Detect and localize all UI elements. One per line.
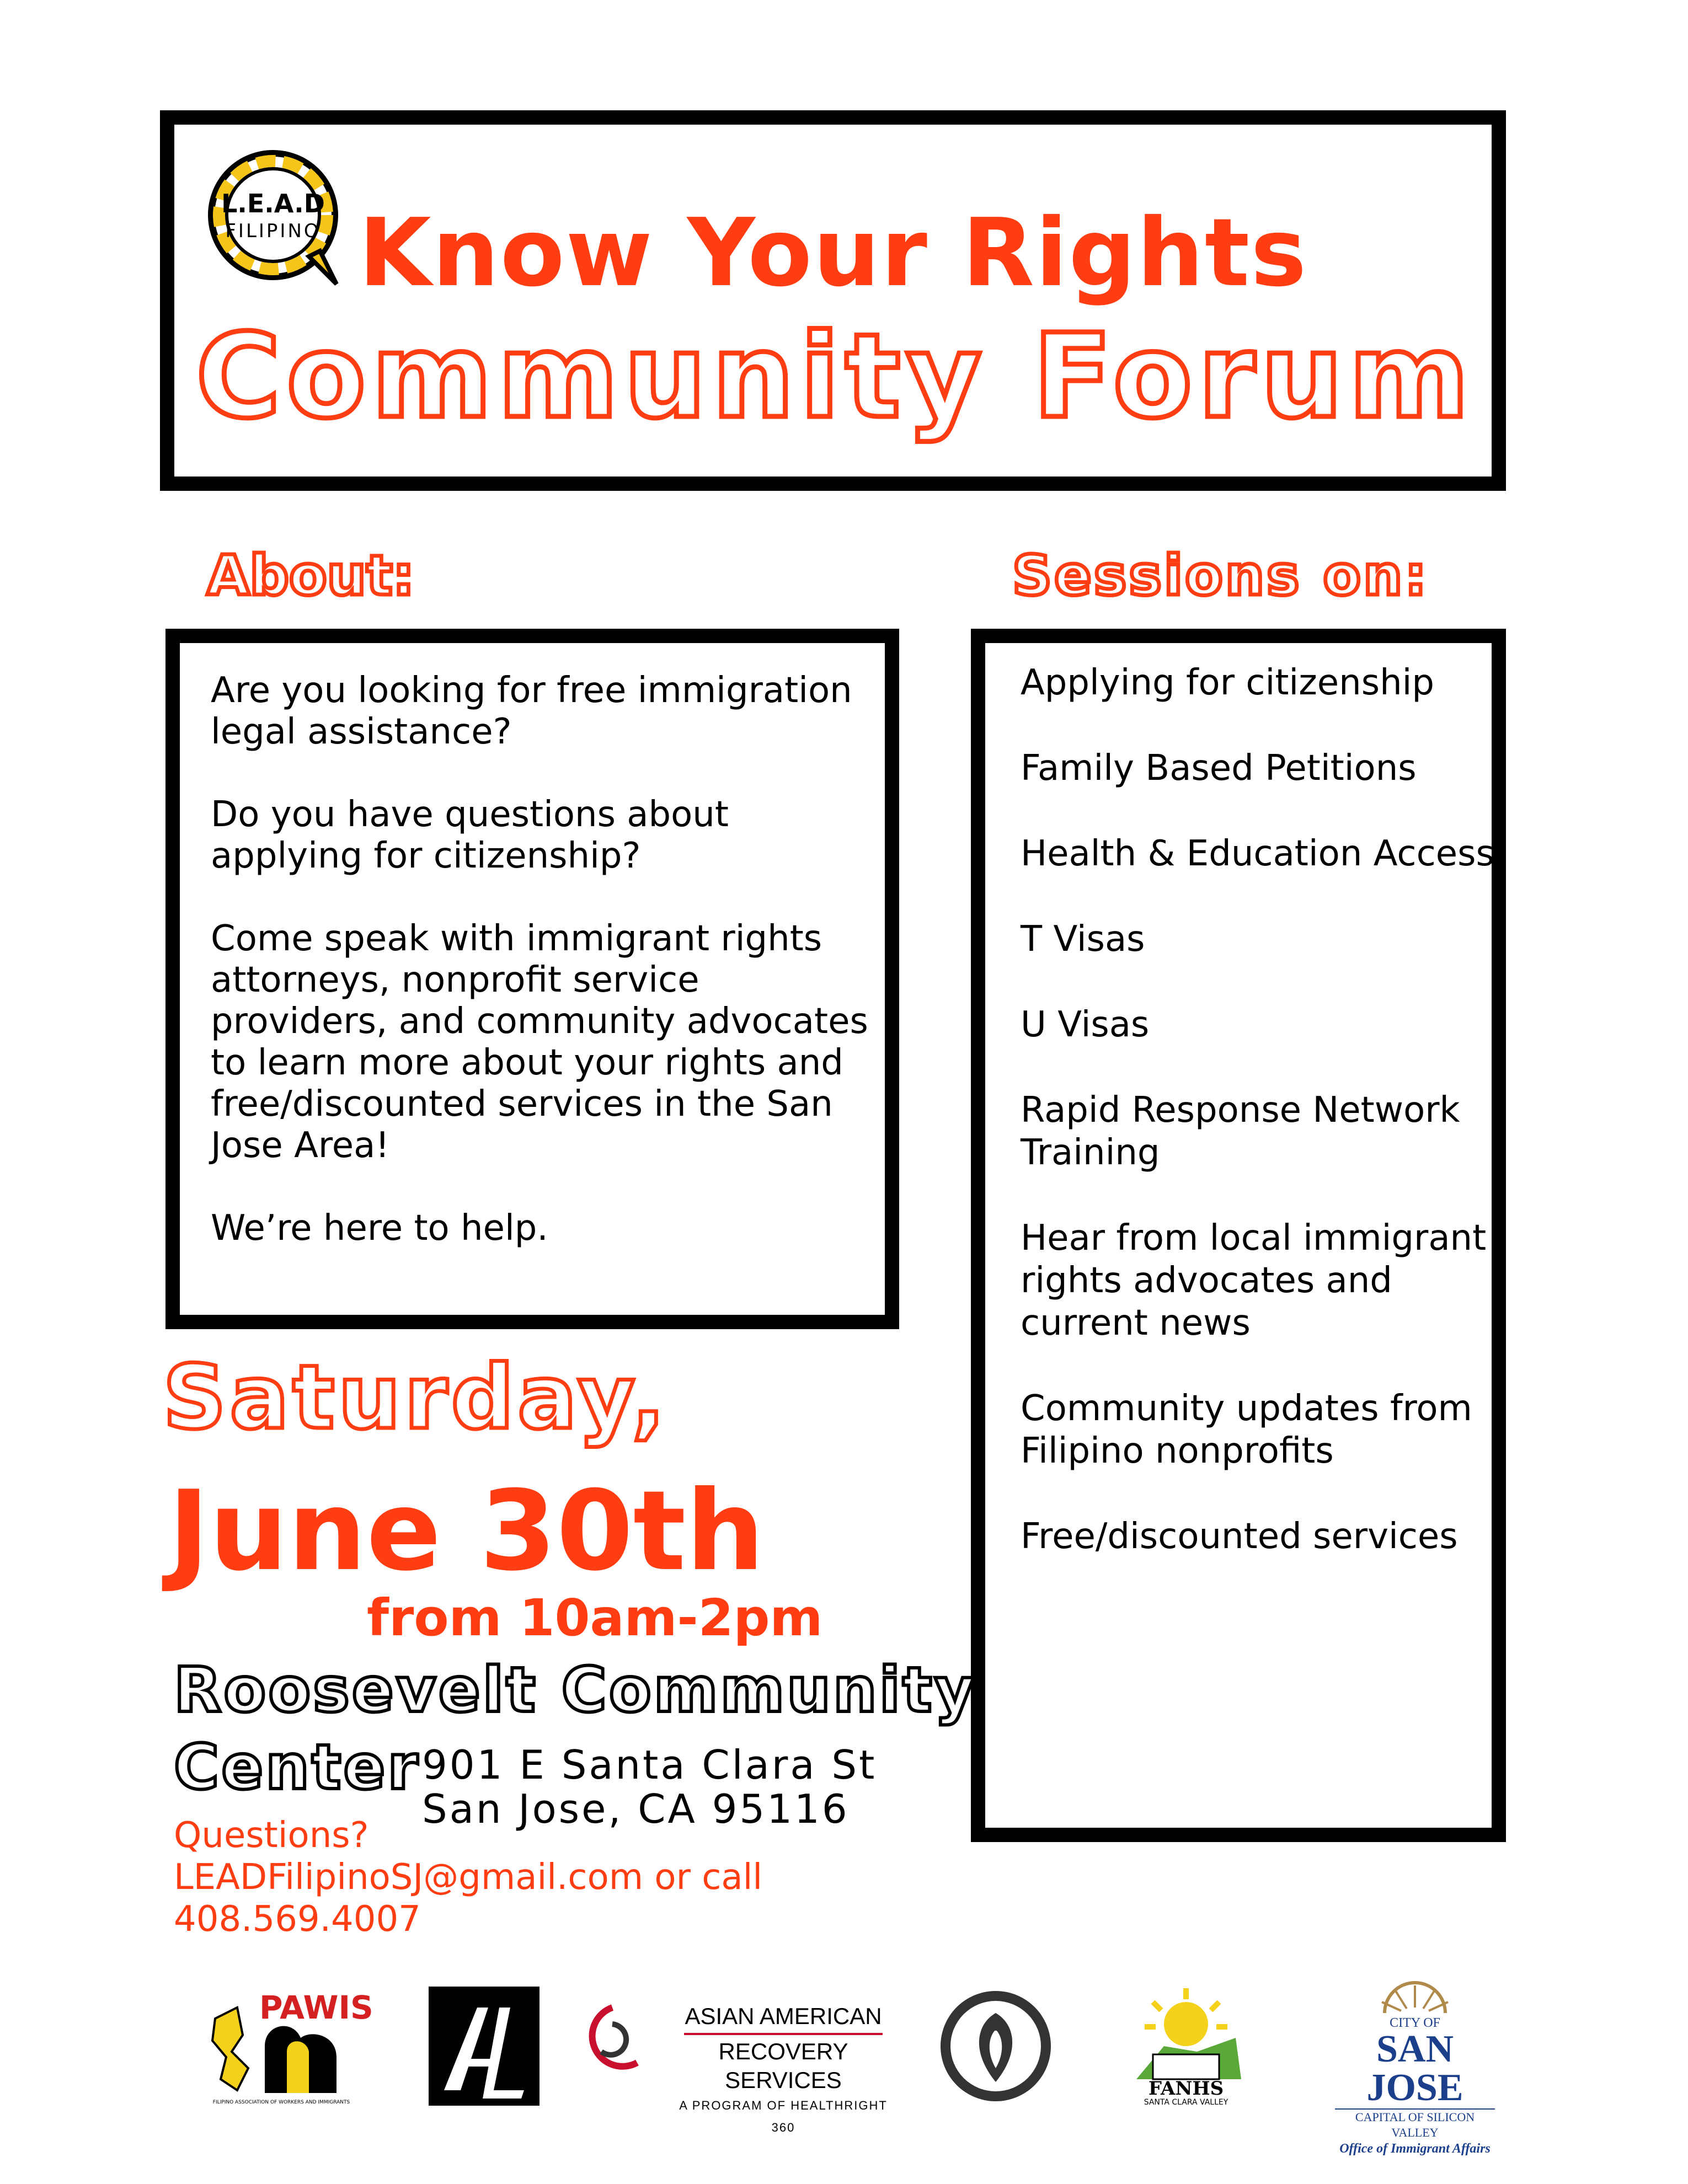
session-item: Family Based Petitions bbox=[1021, 748, 1417, 789]
sj-office: Office of Immigrant Affairs bbox=[1339, 2142, 1491, 2156]
event-date: June 30th bbox=[168, 1467, 765, 1596]
fanhs-logo bbox=[1114, 1985, 1258, 2107]
logo-text-lead: L.E.A.D bbox=[221, 189, 325, 218]
contact-email[interactable]: LEADFilipinoSJ@gmail.com or call bbox=[174, 1857, 763, 1898]
aars-logo bbox=[667, 2002, 899, 2134]
about-heading: About: bbox=[207, 543, 415, 608]
event-time: from 10am-2pm bbox=[367, 1588, 823, 1647]
logo-text-filipino: FILIPINO bbox=[225, 220, 321, 242]
circle-emblem-logo bbox=[938, 1985, 1054, 2107]
about-paragraph: Are you looking for free immigration legal assistance? bbox=[211, 670, 852, 752]
pawis-name: PAWIS bbox=[259, 1989, 373, 2026]
session-item: T Visas bbox=[1021, 919, 1145, 960]
aars-line-2: RECOVERY SERVICES bbox=[718, 2038, 848, 2093]
sj-city-of: CITY OF bbox=[1390, 2016, 1440, 2030]
about-text bbox=[211, 670, 873, 1291]
healthright-mark bbox=[579, 1996, 645, 2096]
sun-rays-icon bbox=[1374, 1985, 1456, 2013]
venue-name-line-2: Center bbox=[174, 1732, 420, 1803]
address-line-2: San Jose, CA 95116 bbox=[422, 1786, 850, 1832]
title-line-1: Know Your Rights bbox=[359, 199, 1308, 308]
aars-line-1: ASIAN AMERICAN bbox=[685, 2003, 882, 2029]
session-item: Rapid Response Network Training bbox=[1021, 1090, 1460, 1173]
event-day: Saturday, bbox=[163, 1346, 669, 1449]
fanhs-sub: SANTA CLARA VALLEY bbox=[1144, 2098, 1228, 2107]
pawis-logo bbox=[204, 1985, 373, 2107]
city-of-san-jose-logo bbox=[1324, 1985, 1506, 2156]
session-item: Applying for citizenship bbox=[1021, 662, 1435, 703]
address-line-1: 901 E Santa Clara St bbox=[422, 1742, 877, 1788]
about-paragraph: Do you have questions about applying for citizenship? bbox=[211, 794, 729, 876]
al-logo bbox=[428, 1985, 541, 2107]
session-item: Free/discounted services bbox=[1021, 1516, 1458, 1557]
session-item: Hear from local immigrant rights advocates and current news bbox=[1021, 1218, 1487, 1343]
session-item: U Visas bbox=[1021, 1004, 1150, 1045]
contact-question: Questions? bbox=[174, 1815, 369, 1856]
pawis-tagline: FILIPINO ASSOCIATION OF WORKERS AND IMMIGRANTS bbox=[212, 2100, 350, 2105]
fanhs-name: FANHS bbox=[1148, 2078, 1224, 2100]
venue-name-line-1: Roosevelt Community bbox=[174, 1655, 977, 1726]
contact-phone[interactable]: 408.569.4007 bbox=[174, 1899, 421, 1940]
sj-name: SAN JOSE bbox=[1366, 2028, 1463, 2109]
session-item: Community updates from Filipino nonprofits bbox=[1021, 1388, 1472, 1471]
sj-capital: CAPITAL OF SILICON VALLEY bbox=[1335, 2108, 1495, 2140]
sessions-list bbox=[1021, 662, 1495, 1601]
al-mark: AL bbox=[428, 1985, 429, 1986]
about-paragraph: We’re here to help. bbox=[211, 1208, 548, 1249]
session-item: Health & Education Access bbox=[1021, 833, 1494, 874]
about-paragraph: Come speak with immigrant rights attorneys, nonprofit service providers, and community advocates to learn more about your rights and free/discounted services in the San Jose Area! bbox=[211, 918, 868, 1166]
title-line-2: Community Forum bbox=[196, 309, 1475, 444]
aars-line-3: A PROGRAM OF HEALTHRIGHT 360 bbox=[679, 2099, 888, 2134]
lead-filipino-logo bbox=[199, 143, 348, 292]
sessions-heading: Sessions on: bbox=[1012, 543, 1429, 608]
contact-info bbox=[174, 1814, 762, 1940]
